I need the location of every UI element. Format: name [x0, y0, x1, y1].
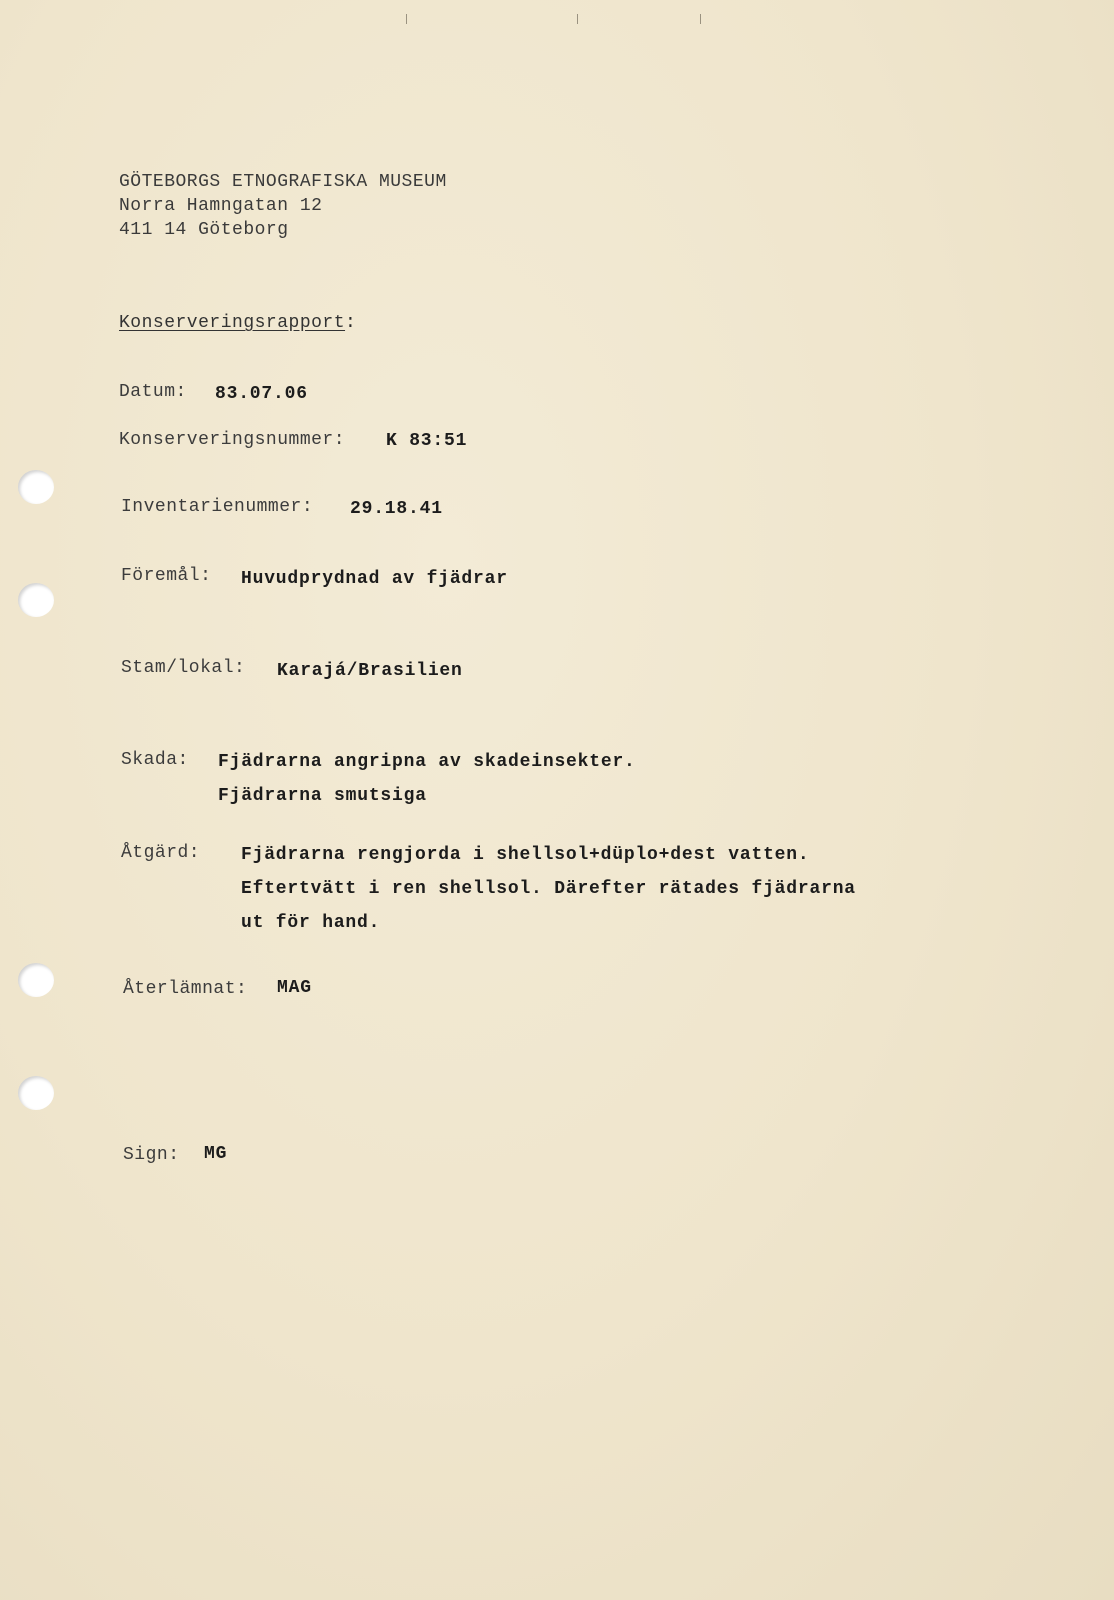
stam-lokal-label: Stam/lokal:	[121, 658, 246, 678]
konserveringsnummer-label: Konserveringsnummer:	[119, 430, 346, 450]
aterlamnat-label: Återlämnat:	[123, 979, 248, 999]
skada-line: Fjädrarna smutsiga	[218, 786, 427, 806]
foremal-value: Huvudprydnad av fjädrar	[241, 569, 508, 589]
punch-hole	[18, 470, 54, 504]
skada-line: Fjädrarna angripna av skadeinsekter.	[218, 752, 636, 772]
sign-value: MG	[204, 1144, 228, 1164]
institution-name: GÖTEBORGS ETNOGRAFISKA MUSEUM	[119, 172, 447, 192]
report-title: Konserveringsrapport	[119, 313, 346, 333]
punch-hole	[18, 1076, 54, 1110]
punch-hole	[18, 963, 54, 997]
inventarienummer-value: 29.18.41	[350, 499, 443, 519]
aterlamnat-value: MAG	[277, 978, 312, 998]
report-heading	[119, 313, 356, 333]
institution-street: Norra Hamngatan 12	[119, 196, 323, 216]
skada-label: Skada:	[121, 750, 189, 770]
report-title-colon: :	[345, 313, 357, 333]
datum-label: Datum:	[119, 382, 187, 402]
foremal-label: Föremål:	[121, 566, 212, 586]
edge-mark	[406, 14, 407, 24]
atgard-line: ut för hand.	[241, 913, 381, 933]
edge-mark	[577, 14, 578, 24]
atgard-line: Fjädrarna rengjorda i shellsol+düplo+dest vatten.	[241, 845, 810, 865]
atgard-label: Åtgärd:	[121, 843, 201, 863]
konserveringsnummer-value: K 83:51	[386, 431, 468, 451]
edge-mark	[700, 14, 701, 24]
atgard-line: Eftertvätt i ren shellsol. Därefter rätades fjädrarna	[241, 879, 856, 899]
punch-hole	[18, 583, 54, 617]
institution-city: 411 14 Göteborg	[119, 220, 289, 240]
inventarienummer-label: Inventarienummer:	[121, 497, 314, 517]
sign-label: Sign:	[123, 1145, 180, 1165]
datum-value: 83.07.06	[215, 384, 308, 404]
stam-lokal-value: Karajá/Brasilien	[277, 661, 463, 681]
